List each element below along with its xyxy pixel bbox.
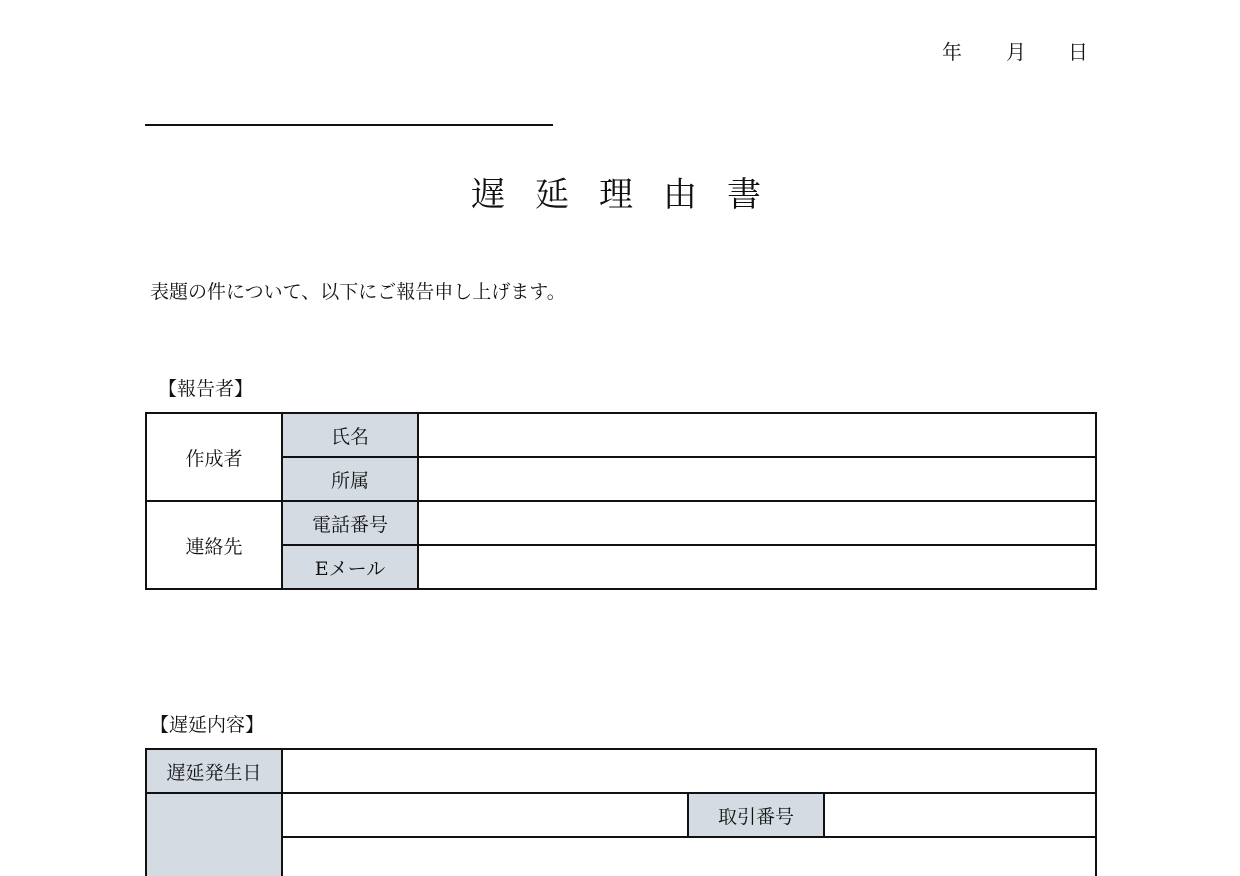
table-row <box>146 501 1096 545</box>
reporter-section-heading: 【報告者】 <box>158 378 254 400</box>
table-row <box>146 793 1096 837</box>
affiliation-field[interactable] <box>418 457 1096 501</box>
email-label: Eメール <box>282 545 418 589</box>
author-group-label: 作成者 <box>146 413 282 501</box>
delay-detail-field[interactable] <box>282 837 1096 876</box>
date-day-label: 日 <box>1068 40 1088 64</box>
transaction-detail-field[interactable] <box>282 793 688 837</box>
name-field[interactable] <box>418 413 1096 457</box>
phone-field[interactable] <box>418 501 1096 545</box>
table-row <box>146 749 1096 793</box>
name-label: 氏名 <box>282 413 418 457</box>
table-row <box>146 837 1096 876</box>
date-year-label: 年 <box>942 40 962 64</box>
email-field[interactable] <box>418 545 1096 589</box>
delay-section-heading: 【遅延内容】 <box>150 714 265 736</box>
delay-detail-label-cell <box>146 793 282 876</box>
delay-table <box>145 748 1097 876</box>
contact-group-label: 連絡先 <box>146 501 282 589</box>
recipient-underline[interactable] <box>145 124 553 126</box>
affiliation-label: 所属 <box>282 457 418 501</box>
phone-label: 電話番号 <box>282 501 418 545</box>
table-row <box>146 457 1096 501</box>
table-row <box>146 545 1096 589</box>
occurrence-date-field[interactable] <box>282 749 1096 793</box>
transaction-number-label: 取引番号 <box>688 793 824 837</box>
table-row <box>146 413 1096 457</box>
date-line <box>930 38 1090 68</box>
transaction-number-field[interactable] <box>824 793 1096 837</box>
occurrence-date-label: 遅延発生日 <box>146 749 282 793</box>
document-title: 遅延理由書 <box>471 175 791 215</box>
reporter-table <box>145 412 1097 590</box>
date-month-label: 月 <box>1006 40 1026 64</box>
intro-text: 表題の件について、以下にご報告申し上げます。 <box>150 281 566 303</box>
